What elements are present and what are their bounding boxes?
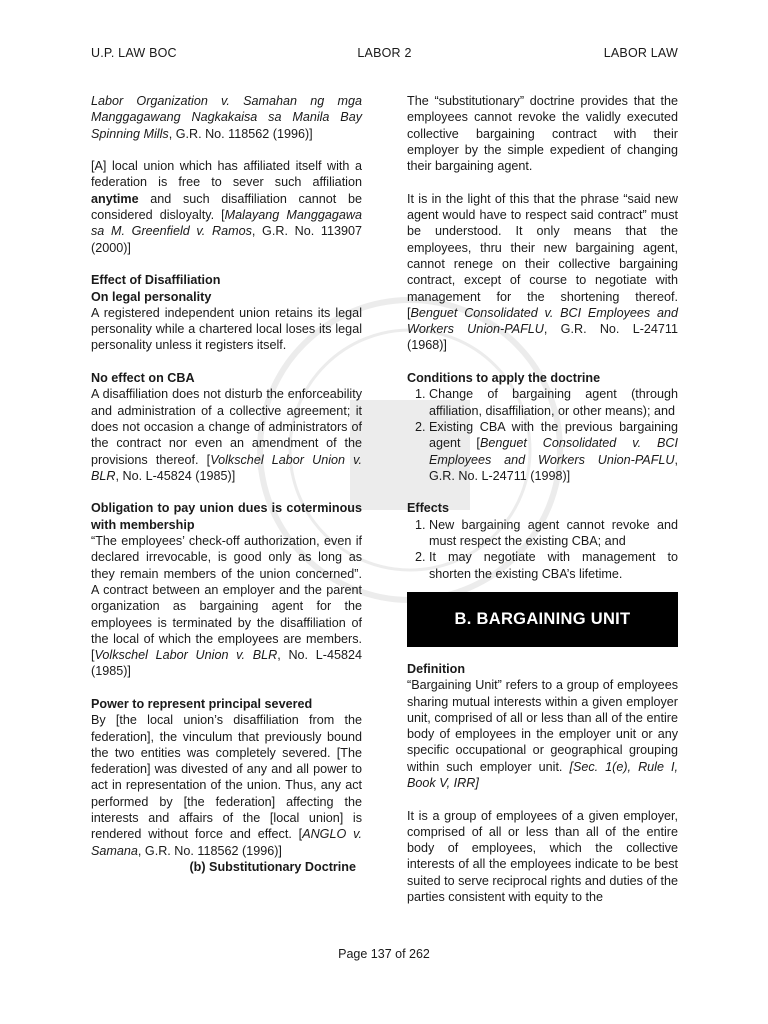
section-heading: Effects: [407, 501, 449, 516]
list-item: 1. Change of bargaining agent (through affiliation, disaffiliation, or other means); and: [429, 386, 678, 419]
section-heading: No effect on CBA: [91, 371, 195, 386]
section-title-box: [407, 592, 678, 647]
subsection-heading: (b) Substitutionary Doctrine: [189, 859, 356, 874]
citation: , G.R. No. 113907 (2000)]: [91, 224, 362, 255]
paragraph: [91, 712, 362, 859]
header-right: LABOR LAW: [603, 46, 678, 60]
paragraph: The “substitutionary” doctrine provides that the employees cannot revoke the validly executed collective bargaining contract with their employer by the simple expedient of changing their bargaining agent.: [407, 94, 678, 174]
text: Existing CBA with the previous bargaining agent [: [429, 419, 678, 451]
paragraph: [407, 191, 678, 354]
text: “The employees’ check-off authorization, even if declared irrevocable, is good only as long as they remain members of the union concerned”. A contract between an employer and the parent organization as bargaining agent for the employees is terminated by the disaffiliation of the local of which the employees are members. [: [91, 534, 362, 663]
case-name: Volkschel Labor Union v. BLR: [94, 648, 278, 663]
citation: , G.R. No. L-24711 (1998)]: [429, 452, 678, 483]
page-header: [91, 46, 678, 64]
effects-list: [407, 517, 678, 582]
section-heading: Power to represent principal severed: [91, 696, 313, 711]
paragraph: [91, 386, 362, 484]
paragraph: It is a group of employees of a given employer, comprised of all or less than all of the entire body of employees, which the collective interests of all the employees indicate to be best suited to serve reciprocal rights and duties of the parties consistent with equity to the: [407, 808, 678, 905]
page-number: Page 137 of 262: [338, 947, 430, 961]
section-heading: Effect of Disaffiliation: [91, 273, 221, 288]
case-name: ANGLO v. Samana: [91, 827, 362, 858]
section-heading: Definition: [407, 661, 466, 676]
case-name: Benguet Consolidated v. BCI Employees and Workers Union-PAFLU: [407, 305, 678, 337]
citation: , G.R. No. 118562 (1996)]: [137, 843, 282, 858]
section-heading: Conditions to apply the doctrine: [407, 371, 601, 386]
paragraph: [91, 93, 362, 142]
paragraph: [407, 677, 678, 791]
list-item: [429, 419, 678, 484]
paragraph: [91, 158, 362, 256]
text: [A] local union which has affiliated itself with a federation is free to sever such affiliation: [91, 159, 362, 190]
conditions-list: [407, 386, 678, 484]
header-center: LABOR 2: [357, 46, 412, 60]
case-name: Volkschel Labor Union v. BLR: [91, 452, 363, 483]
text: By [the local union’s disaffiliation from the federation], the vinculum that previously bound the two entities was completely severed. [The federation] was divested of any and all power to act in representation of the union. Thus, any act performed by [the federation] affecting the interests and affairs of the [local union] is rendered without force and effect. [: [91, 713, 362, 842]
citation: , No. L-45824 (1985)]: [115, 468, 236, 483]
bold-term: anytime: [91, 191, 139, 206]
header-left: U.P. LAW BOC: [91, 46, 177, 60]
case-name: Benguet Consolidated v. BCI Employees and Workers Union-PAFLU: [429, 436, 678, 467]
text: “Bargaining Unit” refers to a group of employees sharing mutual interests within a given employer unit, comprised of all or less than all of the entire body of employees in the employer unit or any specific occupational or geographical grouping within such employer unit.: [407, 678, 678, 774]
case-name: Labor Organization v. Samahan ng mga Manggagawang Nagkakaisa sa Manila Bay Spinning Mills: [91, 94, 362, 141]
text: and such disaffiliation cannot be considered disloyalty. [: [91, 191, 362, 223]
text: It is in the light of this that the phrase “said new agent would have to respect said contract” must be understood. It only means that the employees, thru their new bargaining agent, cannot renege on their collective bargaining contract, except of course to negotiate with management for the shortening thereof. [: [407, 191, 678, 320]
section-subheading: On legal personality: [91, 289, 212, 304]
section-heading: Obligation to pay union dues is coterminous with membership: [91, 501, 362, 532]
citation: , G.R. No. 118562 (1996)]: [168, 126, 313, 141]
list-item: 2. It may negotiate with management to shorten the existing CBA’s lifetime.: [429, 549, 678, 582]
left-column: [91, 93, 362, 875]
reference: [Sec. 1(e), Rule I, Book V, IRR]: [407, 759, 678, 790]
paragraph: [91, 533, 362, 680]
citation: , No. L-45824 (1985)]: [91, 648, 362, 679]
citation: , G.R. No. L-24711 (1968)]: [407, 322, 678, 353]
text: A disaffiliation does not disturb the enforceability and administration of a collective agreement; it does not occasion a change of administrators of the contract nor even an amendment of the provisions thereof. [: [91, 387, 362, 467]
section-title: B. BARGAINING UNIT: [454, 610, 631, 629]
case-name: Malayang Manggagawa sa M. Greenfield v. Ramos: [91, 208, 362, 239]
list-item: 1. New bargaining agent cannot revoke and must respect the existing CBA; and: [429, 517, 678, 550]
right-column: [407, 93, 678, 905]
paragraph: A registered independent union retains its legal personality while a chartered local loses its legal personality unless it registers itself.: [91, 305, 362, 353]
